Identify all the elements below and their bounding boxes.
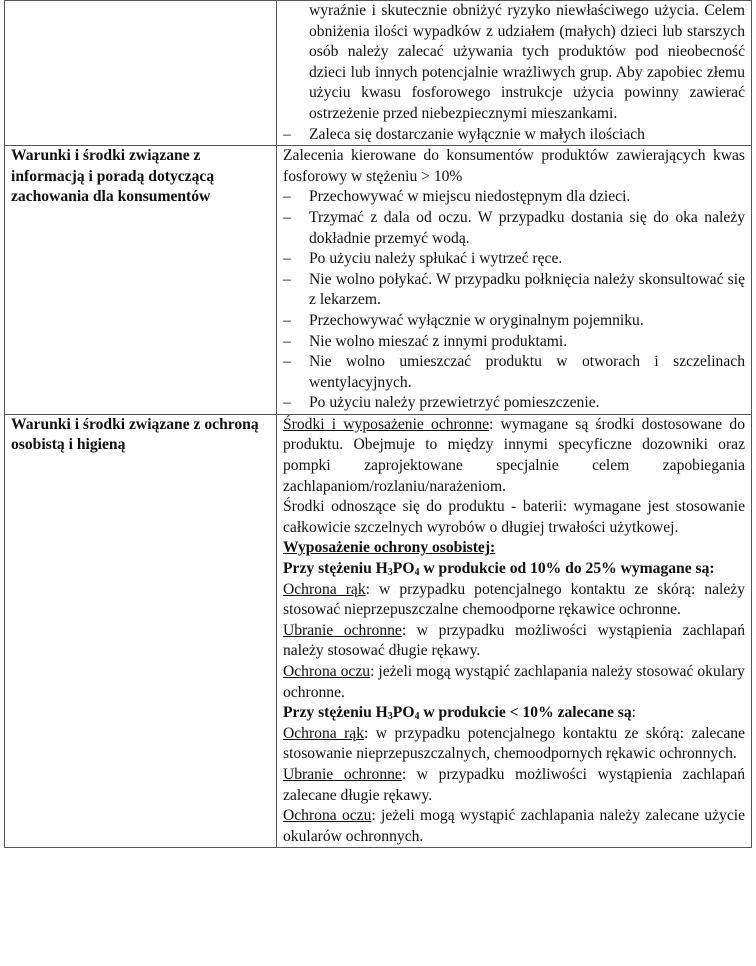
row2-intro: Zalecenia kierowane do konsumentów produktów zawierających kwas fosforowy w stężeniu > 10% (283, 147, 745, 185)
list-item-text: Zaleca się dostarczanie wyłącznie w małych ilościach (309, 125, 645, 143)
subscript: 3 (387, 711, 393, 723)
term-text: : w przypadku potencjalnego kontaktu ze skórą: zalecane stosowanie nieprzepuszczalnych, chemoodpornych rękawic ochronnych. (283, 724, 746, 763)
term-text: : jeżeli mogą wystąpić zachlapania należy zalecane użycie okularów ochronnych. (283, 807, 745, 845)
list-item (283, 249, 745, 270)
term: Ochrona oczu (283, 807, 372, 825)
row3-content (277, 414, 752, 847)
battery-measures-paragraph: Środki odnoszące się do produktu - baterii: wymagane jest stosowanie całkowicie szczelnych wyrobów o długiej trwałości użytkowej. (283, 498, 745, 536)
subscript: 3 (387, 567, 393, 579)
heading-text: w produkcie od 10% do 25% wymagane są: (419, 560, 715, 578)
list-item (283, 393, 745, 414)
protective-measures-paragraph (283, 415, 745, 497)
term-text: : w przypadku potencjalnego kontaktu ze skórą: należy stosować nieprzepuszczalne chemoodporne rękawice ochronne. (283, 580, 745, 619)
row1-continuation: wyraźnie i skutecznie obniżyć ryzyko niewłaściwego użycia. Celem obniżenia ilości wypadków z udziałem (małych) dzieci lub starszych osób należy zalecać używania tych produktów pod nieobecność dzieci lub innych potencjalnie wrażliwych grup. Aby zapobiec złemu użyciu kwasu fosforowego instrukcje użycia powinny zawierać ostrzeżenie przed niebezpiecznymi mieszankami. (309, 2, 745, 122)
row1-label (5, 1, 277, 146)
protective-measures-term: Środki i wyposażenie ochronne (283, 415, 490, 433)
protective-clothing-high (283, 621, 745, 662)
list-item-text: Przechowywać w miejscu niedostępnym dla dzieci. (309, 188, 631, 206)
dash-marker: – (283, 353, 291, 371)
term: Ubranie ochronne (283, 621, 402, 639)
hand-protection-low (283, 724, 745, 765)
dash-marker: – (283, 208, 291, 226)
term-text: : w przypadku możliwości wystąpienia zachlapań zalecane długie rękawy. (283, 765, 745, 804)
document-table (4, 0, 752, 848)
list-item-text: Nie wolno umieszczać produktu w otworach i szczelinach wentylacyjnych. (309, 353, 745, 391)
dash-marker: – (283, 332, 291, 350)
term: Ochrona oczu (283, 663, 371, 680)
dash-marker: – (283, 311, 291, 329)
eye-protection-low (283, 806, 745, 847)
eye-protection-high (283, 662, 745, 703)
list-item (283, 332, 745, 353)
term-text: : w przypadku możliwości wystąpienia zachlapań należy stosować długie rękawy. (283, 621, 745, 660)
row3-label: Warunki i środki związane z ochroną osobistą i higieną (5, 414, 277, 847)
heading-text: w produkcie < 10% zalecane są (419, 704, 632, 722)
term-text: : jeżeli mogą wystąpić zachlapania należy stosować okulary ochronne. (283, 663, 745, 701)
heading-text: PO (392, 704, 415, 722)
dash-marker: – (283, 250, 291, 268)
list-item-text: Trzymać z dala od oczu. W przypadku dostania się do oka należy dokładnie przemyć wodą. (309, 208, 745, 247)
dash-marker: – (283, 125, 291, 143)
protective-clothing-low (283, 765, 745, 806)
term: Ochrona rąk (283, 724, 365, 742)
subscript: 4 (414, 567, 420, 579)
concentration-heading-high (283, 559, 745, 580)
list-item (283, 311, 745, 332)
list-item-text: Po użyciu należy spłukać i wytrzeć ręce. (309, 250, 563, 268)
row2-label: Warunki i środki związane z informacją i poradą dotyczącą zachowania dla konsumentów (5, 146, 277, 415)
heading-colon: : (631, 704, 636, 722)
hand-protection-high (283, 580, 745, 621)
list-item-text: Przechowywać wyłącznie w oryginalnym pojemniku. (309, 311, 644, 329)
list-item (283, 352, 745, 393)
dash-marker: – (283, 270, 291, 288)
list-item (283, 270, 745, 311)
table-row (5, 414, 752, 847)
list-item (283, 125, 745, 146)
term: Ochrona rąk (283, 580, 366, 598)
heading-text: PO (392, 560, 415, 578)
concentration-heading-low (283, 703, 745, 724)
dash-marker: – (283, 394, 291, 412)
list-item-text: Nie wolno połykać. W przypadku połknięcia należy skonsultować się z lekarzem. (309, 270, 745, 309)
ppe-heading: Wyposażenie ochrony osobistej: (283, 539, 496, 557)
list-item-text: Po użyciu należy przewietrzyć pomieszczenie. (309, 394, 600, 412)
protective-measures-text: : wymagane są środki dostosowane do produktu. Obejmuje to między innymi specyficzne dozowniki oraz pompki zaprojektowane specjalnie celem zapobiegania zachlapaniom/rozlaniu/narażeniom. (283, 415, 745, 495)
list-item (283, 208, 745, 249)
dash-marker: – (283, 188, 291, 206)
table-row (5, 1, 752, 146)
list-item (283, 187, 745, 208)
list-item-text: Nie wolno mieszać z innymi produktami. (309, 332, 568, 350)
heading-text: Przy stężeniu H (283, 560, 388, 578)
row2-content (277, 146, 752, 415)
heading-text: Przy stężeniu H (283, 704, 388, 722)
row1-content (277, 1, 752, 146)
table-row (5, 146, 752, 415)
term: Ubranie ochronne (283, 765, 402, 783)
subscript: 4 (414, 711, 420, 723)
